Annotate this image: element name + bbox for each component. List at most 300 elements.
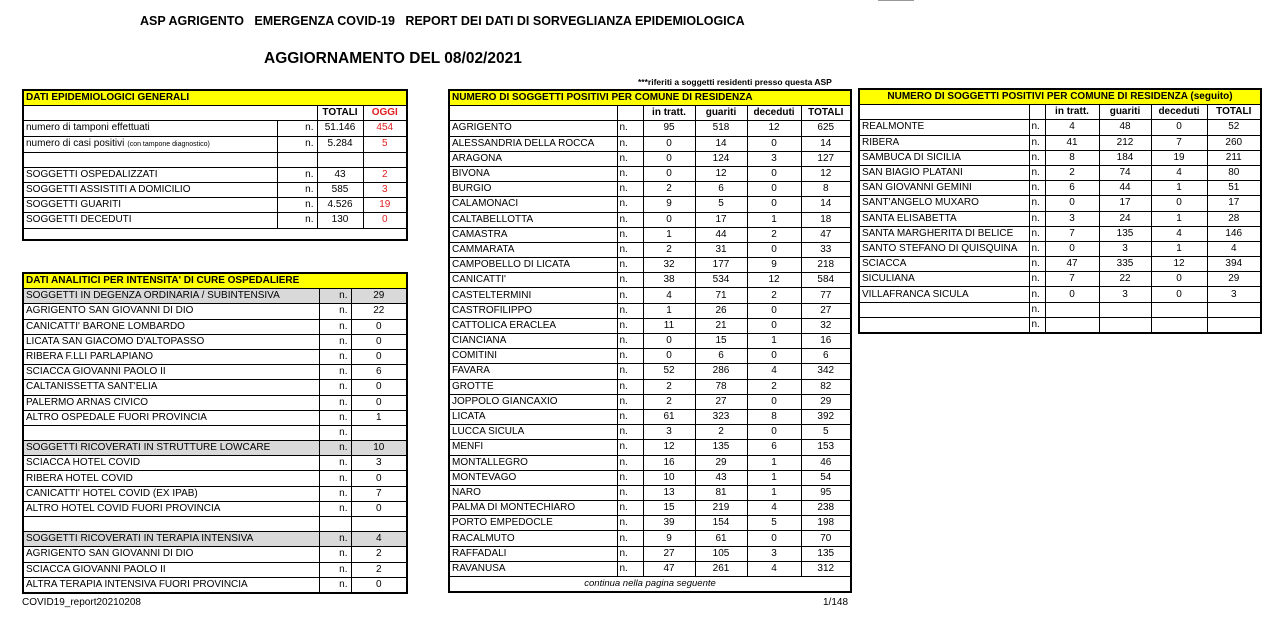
n-marker: n. [617,227,643,242]
comune-name: ARAGONA [449,151,617,166]
comune-guariti: 27 [695,394,747,409]
comune-guariti: 124 [695,151,747,166]
n-marker: n. [1029,257,1045,272]
general-data-table [22,89,408,241]
comune-in-tratt: 7 [1045,226,1099,241]
comune-row [859,135,1261,150]
comune-row [859,120,1261,135]
n-marker: n. [1029,196,1045,211]
totali-value: 130 [317,213,363,228]
hospital-row-value: 0 [351,471,407,486]
comune-in-tratt: 3 [643,425,695,440]
comune-totali: 80 [1207,165,1261,180]
blank-cell [23,106,277,121]
comune-in-tratt: 1 [643,303,695,318]
comune-totali: 218 [801,258,851,273]
n-marker: n. [617,409,643,424]
comune-name: SANTA ELISABETTA [859,211,1029,226]
comune-guariti: 24 [1099,211,1151,226]
hospital-row-value: 0 [351,380,407,395]
n-marker: n. [277,182,317,197]
oggi-value: 0 [363,213,407,228]
blank-cell [449,106,617,121]
comune-in-tratt [1045,317,1099,333]
comune-in-tratt: 0 [643,136,695,151]
comune-name: AGRIGENTO [449,121,617,136]
oggi-value [363,152,407,167]
comune-deceduti: 0 [747,531,801,546]
comune-totali: 8 [801,182,851,197]
hospital-row-label: CANICATTI' HOTEL COVID (EX IPAB) [23,486,319,501]
comune-totali: 16 [801,334,851,349]
comune-totali: 54 [801,470,851,485]
comune-in-tratt: 4 [1045,120,1099,135]
comune-row [859,226,1261,241]
comune-in-tratt: 47 [1045,257,1099,272]
comune-guariti: 335 [1099,257,1151,272]
comune-in-tratt: 8 [1045,150,1099,165]
comune-name: CATTOLICA ERACLEA [449,318,617,333]
general-row-label [23,213,277,228]
comune-totali: 28 [1207,211,1261,226]
comune-row [449,455,851,470]
comune-in-tratt: 0 [643,212,695,227]
comune-row [449,409,851,424]
blank-cell [859,105,1029,120]
oggi-value: 19 [363,198,407,213]
comune-guariti: 44 [695,227,747,242]
comune-guariti: 2 [695,425,747,440]
n-marker: n. [1029,302,1045,317]
comune-name: REALMONTE [859,120,1029,135]
comune-name: GROTTE [449,379,617,394]
comune-row [449,212,851,227]
hospital-row [23,380,407,395]
n-marker [319,517,351,532]
comune-in-tratt: 39 [643,516,695,531]
n-marker: n. [319,562,351,577]
comune-name: SCIACCA [859,257,1029,272]
comune-in-tratt: 2 [1045,165,1099,180]
comune-row [859,257,1261,272]
hospital-row-label: CALTANISSETTA SANT'ELIA [23,380,319,395]
comune-deceduti: 1 [1151,181,1207,196]
general-row [23,213,407,228]
hospital-row-value: 0 [351,577,407,593]
hospital-row [23,304,407,319]
hospital-row-value: 6 [351,365,407,380]
totali-value: 5.284 [317,136,363,152]
hospital-row-value: 3 [351,456,407,471]
comune-deceduti: 2 [747,288,801,303]
comune-totali [1207,302,1261,317]
hospital-row-value [351,517,407,532]
comune-row [449,485,851,500]
comune-name: CAMMARATA [449,242,617,257]
hospital-data-table [22,272,408,594]
n-marker: n. [319,410,351,425]
n-marker: n. [319,547,351,562]
comune-totali: 51 [1207,181,1261,196]
comune-name: NARO [449,485,617,500]
hospital-row [23,577,407,593]
comune-row [449,501,851,516]
comune-name: MENFI [449,440,617,455]
comune-deceduti: 3 [747,546,801,561]
comune-in-tratt: 0 [643,166,695,181]
hospital-row-label: AGRIGENTO SAN GIOVANNI DI DIO [23,304,319,319]
comune-deceduti: 4 [747,561,801,576]
comuni-table-1 [448,89,852,593]
n-marker: n. [617,440,643,455]
comune-row [449,121,851,136]
hospital-row-label [23,517,319,532]
hospital-row-label: ALTRO OSPEDALE FUORI PROVINCIA [23,410,319,425]
comune-guariti [1099,317,1151,333]
comune-in-tratt: 2 [643,379,695,394]
comuni2-header-row [859,105,1261,120]
comune-deceduti: 1 [747,334,801,349]
comune-name: FAVARA [449,364,617,379]
comune-in-tratt: 0 [643,334,695,349]
n-marker: n. [319,577,351,593]
comune-name: PALMA DI MONTECHIARO [449,501,617,516]
comune-deceduti: 7 [1151,135,1207,150]
comune-deceduti: 6 [747,440,801,455]
comune-deceduti: 1 [747,455,801,470]
hospital-row-value: 7 [351,486,407,501]
comune-row [449,273,851,288]
comune-guariti: 105 [695,546,747,561]
general-spacer-row [23,228,407,240]
n-marker: n. [617,516,643,531]
comune-guariti: 17 [1099,196,1151,211]
comuni1-title-row [449,90,851,106]
hospital-row [23,471,407,486]
totali-value: 43 [317,167,363,182]
n-marker: n. [319,471,351,486]
comune-row [449,379,851,394]
n-marker [277,152,317,167]
n-marker: n. [617,258,643,273]
comune-guariti: 44 [1099,181,1151,196]
n-marker: n. [617,501,643,516]
col-guariti: guariti [1099,105,1151,120]
comune-deceduti: 1 [1151,211,1207,226]
comune-totali: 70 [801,531,851,546]
comune-row [449,531,851,546]
comune-totali: 82 [801,379,851,394]
comune-row [859,165,1261,180]
col-totali: TOTALI [317,106,363,121]
comune-in-tratt: 32 [643,258,695,273]
hospital-row-value: 10 [351,441,407,456]
n-marker: n. [617,349,643,364]
comune-in-tratt: 4 [643,288,695,303]
comune-guariti: 323 [695,409,747,424]
comune-totali: 312 [801,561,851,576]
comune-deceduti: 3 [747,151,801,166]
comune-name: CASTELTERMINI [449,288,617,303]
n-marker: n. [617,364,643,379]
comune-deceduti: 0 [747,242,801,257]
hospital-row-value: 4 [351,532,407,547]
n-marker: n. [617,273,643,288]
top-edge-mark [878,0,914,3]
comune-guariti: 518 [695,121,747,136]
hospital-row-value: 1 [351,410,407,425]
n-marker: n. [277,167,317,182]
comune-totali: 6 [801,349,851,364]
comune-guariti: 61 [695,531,747,546]
blank-cell [617,106,643,121]
comune-row [449,303,851,318]
hospital-row-label: PALERMO ARNAS CIVICO [23,395,319,410]
comune-guariti: 261 [695,561,747,576]
comune-guariti [1099,302,1151,317]
comune-name: RACALMUTO [449,531,617,546]
hospital-row [23,395,407,410]
comune-totali: 146 [1207,226,1261,241]
page-number: 1/148 [823,597,849,608]
comune-name [859,302,1029,317]
comune-totali: 27 [801,303,851,318]
comune-totali: 394 [1207,257,1261,272]
n-marker: n. [1029,181,1045,196]
comune-totali: 198 [801,516,851,531]
comune-in-tratt: 12 [643,440,695,455]
comune-deceduti [1151,302,1207,317]
comune-in-tratt: 61 [643,409,695,424]
n-marker: n. [319,425,351,440]
general-title: DATI EPIDEMIOLOGICI GENERALI [23,90,407,106]
comune-deceduti: 0 [747,136,801,151]
comune-totali: 17 [1207,196,1261,211]
comune-name: LICATA [449,409,617,424]
comune-deceduti: 12 [747,273,801,288]
comune-totali: 18 [801,212,851,227]
comune-name: JOPPOLO GIANCAXIO [449,394,617,409]
general-row [23,167,407,182]
hospital-row-value: 29 [351,289,407,304]
comuni-table-2 [858,88,1262,334]
comune-in-tratt: 0 [1045,241,1099,256]
comune-deceduti: 0 [747,182,801,197]
hospital-row-value: 0 [351,501,407,516]
comune-row [449,288,851,303]
hospital-row-value: 22 [351,304,407,319]
comune-name: SANTO STEFANO DI QUISQUINA [859,241,1029,256]
comune-name: BURGIO [449,182,617,197]
comune-name: COMITINI [449,349,617,364]
n-marker: n. [617,151,643,166]
comune-row [859,287,1261,302]
comune-in-tratt: 15 [643,501,695,516]
n-marker: n. [617,242,643,257]
comune-guariti: 71 [695,288,747,303]
row-label-text: SOGGETTI GUARITI [26,199,122,211]
general-row [23,198,407,213]
comune-in-tratt: 27 [643,546,695,561]
comune-guariti: 17 [695,212,747,227]
comune-row [449,334,851,349]
general-header-row [23,106,407,121]
comune-deceduti: 4 [747,364,801,379]
hospital-row [23,547,407,562]
comuni1-header-row [449,106,851,121]
n-marker: n. [1029,317,1045,333]
comune-row [449,364,851,379]
comune-totali: 135 [801,546,851,561]
comune-deceduti: 0 [1151,272,1207,287]
comune-totali: 33 [801,242,851,257]
comune-deceduti: 0 [747,197,801,212]
comune-in-tratt: 52 [643,364,695,379]
comune-guariti: 3 [1099,287,1151,302]
general-row [23,182,407,197]
hospital-row-value: 0 [351,319,407,334]
comune-totali: 3 [1207,287,1261,302]
comuni-title: NUMERO DI SOGGETTI POSITIVI PER COMUNE DI RESIDENZA (seguito) [859,89,1261,105]
comune-name: CANICATTI' [449,273,617,288]
comune-totali: 238 [801,501,851,516]
hospital-row-value: 2 [351,547,407,562]
comune-name: MONTALLEGRO [449,455,617,470]
hospital-row-value: 2 [351,562,407,577]
totali-value: 51.146 [317,121,363,136]
comune-deceduti: 2 [747,227,801,242]
n-marker: n. [617,318,643,333]
comune-in-tratt: 0 [1045,287,1099,302]
comune-totali: 4 [1207,241,1261,256]
comune-row [859,241,1261,256]
comune-name: SAMBUCA DI SICILIA [859,150,1029,165]
comune-guariti: 26 [695,303,747,318]
comune-deceduti: 1 [747,212,801,227]
hospital-row-label: CANICATTI' BARONE LOMBARDO [23,319,319,334]
comune-guariti: 12 [695,166,747,181]
comune-totali: 52 [1207,120,1261,135]
n-marker: n. [617,166,643,181]
comune-deceduti: 0 [747,318,801,333]
comune-totali: 260 [1207,135,1261,150]
general-row [23,136,407,152]
hospital-row [23,289,407,304]
n-marker: n. [319,441,351,456]
comune-totali: 29 [1207,272,1261,287]
comune-row [859,317,1261,333]
n-marker: n. [319,380,351,395]
comune-totali: 32 [801,318,851,333]
comune-guariti: 135 [695,440,747,455]
n-marker: n. [1029,135,1045,150]
comune-in-tratt [1045,302,1099,317]
comune-name: SICULIANA [859,272,1029,287]
hospital-row [23,456,407,471]
n-marker: n. [1029,165,1045,180]
col-deceduti: deceduti [747,106,801,121]
n-marker: n. [319,334,351,349]
comune-row [859,196,1261,211]
comune-guariti: 184 [1099,150,1151,165]
n-marker: n. [617,394,643,409]
report-filename: COVID19_report20210208 [22,597,141,608]
row-label-text: SOGGETTI DECEDUTI [26,214,132,226]
hospital-row [23,334,407,349]
comune-row [449,197,851,212]
comune-deceduti: 0 [1151,287,1207,302]
n-marker: n. [319,456,351,471]
comune-row [449,166,851,181]
comune-in-tratt: 0 [1045,196,1099,211]
n-marker: n. [277,198,317,213]
col-tratt: in tratt. [1045,105,1099,120]
row-label-text: SOGGETTI OSPEDALIZZATI [26,168,158,180]
comune-totali: 46 [801,455,851,470]
comune-deceduti: 0 [747,394,801,409]
comune-deceduti: 0 [747,349,801,364]
comuni2-title-row [859,89,1261,105]
continua-row [449,577,851,593]
hospital-row-label: LICATA SAN GIACOMO D'ALTOPASSO [23,334,319,349]
comune-name: RAVANUSA [449,561,617,576]
comune-deceduti: 1 [1151,241,1207,256]
comune-deceduti: 0 [747,166,801,181]
comune-guariti: 22 [1099,272,1151,287]
comune-totali [1207,317,1261,333]
comune-name: CIANCIANA [449,334,617,349]
hospital-row-label: SCIACCA HOTEL COVID [23,456,319,471]
comune-guariti: 81 [695,485,747,500]
n-marker: n. [319,349,351,364]
n-marker: n. [1029,120,1045,135]
n-marker: n. [617,425,643,440]
comune-name: SANTA MARGHERITA DI BELICE [859,226,1029,241]
comune-deceduti: 5 [747,516,801,531]
hospital-row-label: RIBERA HOTEL COVID [23,471,319,486]
comune-name: SANT'ANGELO MUXARO [859,196,1029,211]
col-deceduti: deceduti [1151,105,1207,120]
comune-guariti: 48 [1099,120,1151,135]
comune-totali: 95 [801,485,851,500]
comune-guariti: 6 [695,349,747,364]
comune-in-tratt: 16 [643,455,695,470]
comune-in-tratt: 3 [1045,211,1099,226]
comune-row [449,182,851,197]
oggi-value: 3 [363,182,407,197]
general-row-label [23,182,277,197]
comune-in-tratt: 6 [1045,181,1099,196]
n-marker: n. [617,121,643,136]
comune-totali: 584 [801,273,851,288]
n-marker: n. [277,121,317,136]
blank-cell [1029,105,1045,120]
comune-totali: 127 [801,151,851,166]
hospital-row-label: ALTRA TERAPIA INTENSIVA FUORI PROVINCIA [23,577,319,593]
comune-row [859,211,1261,226]
n-marker: n. [319,304,351,319]
col-totali: TOTALI [801,106,851,121]
n-marker: n. [319,486,351,501]
comune-row [449,227,851,242]
comune-in-tratt: 47 [643,561,695,576]
comune-totali: 153 [801,440,851,455]
hospital-row-value: 0 [351,334,407,349]
comune-deceduti: 0 [747,425,801,440]
hospital-row [23,365,407,380]
n-marker: n. [319,501,351,516]
comune-deceduti: 4 [1151,165,1207,180]
